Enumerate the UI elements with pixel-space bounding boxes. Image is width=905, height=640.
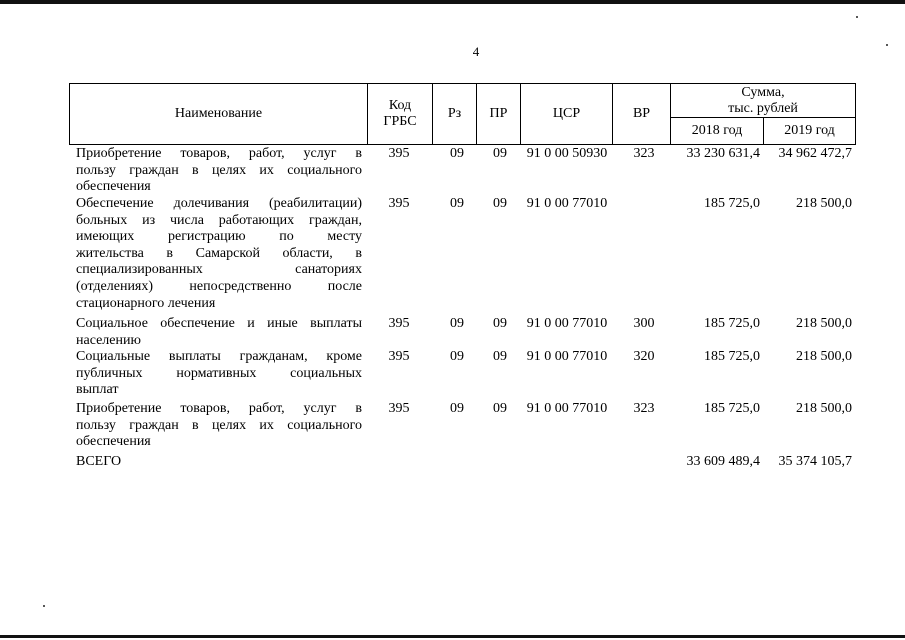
row-vr: 300 bbox=[633, 316, 655, 331]
total-sum-2018: 33 609 489,4 bbox=[686, 454, 760, 469]
scan-speck bbox=[886, 44, 888, 46]
row-grbs: 395 bbox=[388, 196, 410, 211]
row-grbs: 395 bbox=[388, 146, 410, 161]
row-name: Социальное обеспечение и иные выплаты населению bbox=[76, 316, 362, 348]
row-sum-2018: 185 725,0 bbox=[704, 401, 760, 416]
row-sum-2018: 33 230 631,4 bbox=[686, 146, 760, 161]
row-sum-2019: 218 500,0 bbox=[796, 196, 852, 211]
row-grbs: 395 bbox=[388, 316, 410, 331]
header-vr: ВР bbox=[632, 106, 651, 121]
total-label: ВСЕГО bbox=[76, 454, 122, 469]
header-kod-grbs bbox=[368, 84, 432, 144]
header-sum-line1: Сумма, bbox=[741, 84, 785, 100]
row-csr: 91 0 00 50930 bbox=[526, 146, 608, 161]
row-pr: 09 bbox=[493, 401, 507, 416]
row-vr: 323 bbox=[633, 401, 655, 416]
row-grbs: 395 bbox=[388, 349, 410, 364]
row-rz: 09 bbox=[450, 401, 464, 416]
row-grbs: 395 bbox=[388, 401, 410, 416]
row-rz: 09 bbox=[450, 196, 464, 211]
row-sum-2019: 218 500,0 bbox=[796, 401, 852, 416]
row-rz: 09 bbox=[450, 316, 464, 331]
total-sum-2019: 35 374 105,7 bbox=[778, 454, 852, 469]
header-kod-line1: Код bbox=[388, 98, 412, 113]
row-csr: 91 0 00 77010 bbox=[526, 401, 608, 416]
header-name: Наименование bbox=[174, 106, 263, 121]
header-pr: ПР bbox=[489, 106, 508, 121]
header-sum bbox=[671, 84, 855, 117]
row-sum-2018: 185 725,0 bbox=[704, 316, 760, 331]
row-csr: 91 0 00 77010 bbox=[526, 196, 608, 211]
scan-speck bbox=[856, 16, 858, 18]
row-pr: 09 bbox=[493, 349, 507, 364]
row-vr: 323 bbox=[633, 146, 655, 161]
row-name: Социальные выплаты гражданам, кроме публичных нормативных социальных выплат bbox=[76, 349, 362, 398]
row-name: Приобретение товаров, работ, услуг в пользу граждан в целях их социального обеспечения bbox=[76, 146, 362, 195]
header-year-2019: 2019 год bbox=[784, 123, 835, 138]
scan-top-border bbox=[0, 0, 905, 4]
row-rz: 09 bbox=[450, 349, 464, 364]
row-rz: 09 bbox=[450, 146, 464, 161]
row-pr: 09 bbox=[493, 146, 507, 161]
header-year-2018: 2018 год bbox=[691, 123, 743, 138]
header-rz: Рз bbox=[447, 106, 462, 121]
row-csr: 91 0 00 77010 bbox=[526, 349, 608, 364]
row-name: Приобретение товаров, работ, услуг в пользу граждан в целях их социального обеспечения bbox=[76, 401, 362, 450]
row-pr: 09 bbox=[493, 316, 507, 331]
row-vr: 320 bbox=[633, 349, 655, 364]
scan-bottom-border bbox=[0, 635, 905, 638]
header-bottom-border bbox=[69, 144, 856, 145]
scan-speck bbox=[43, 605, 45, 607]
row-sum-2019: 218 500,0 bbox=[796, 316, 852, 331]
header-kod-line2: ГРБС bbox=[383, 114, 417, 129]
row-sum-2019: 34 962 472,7 bbox=[778, 146, 852, 161]
row-sum-2019: 218 500,0 bbox=[796, 349, 852, 364]
header-border bbox=[855, 83, 856, 145]
header-sum-line2: тыс. рублей bbox=[728, 100, 798, 116]
row-csr: 91 0 00 77010 bbox=[526, 316, 608, 331]
row-name: Обеспечение долечивания (реабилитации) больных из числа работающих граждан, имеющих регистрацию по месту жительства в Самарской области, в специализированных санаториях (отделениях) непосредственно после стационарного лечения bbox=[76, 196, 362, 311]
header-csr: ЦСР bbox=[552, 106, 581, 121]
page-number: 4 bbox=[472, 44, 480, 59]
row-sum-2018: 185 725,0 bbox=[704, 196, 760, 211]
row-pr: 09 bbox=[493, 196, 507, 211]
row-sum-2018: 185 725,0 bbox=[704, 349, 760, 364]
